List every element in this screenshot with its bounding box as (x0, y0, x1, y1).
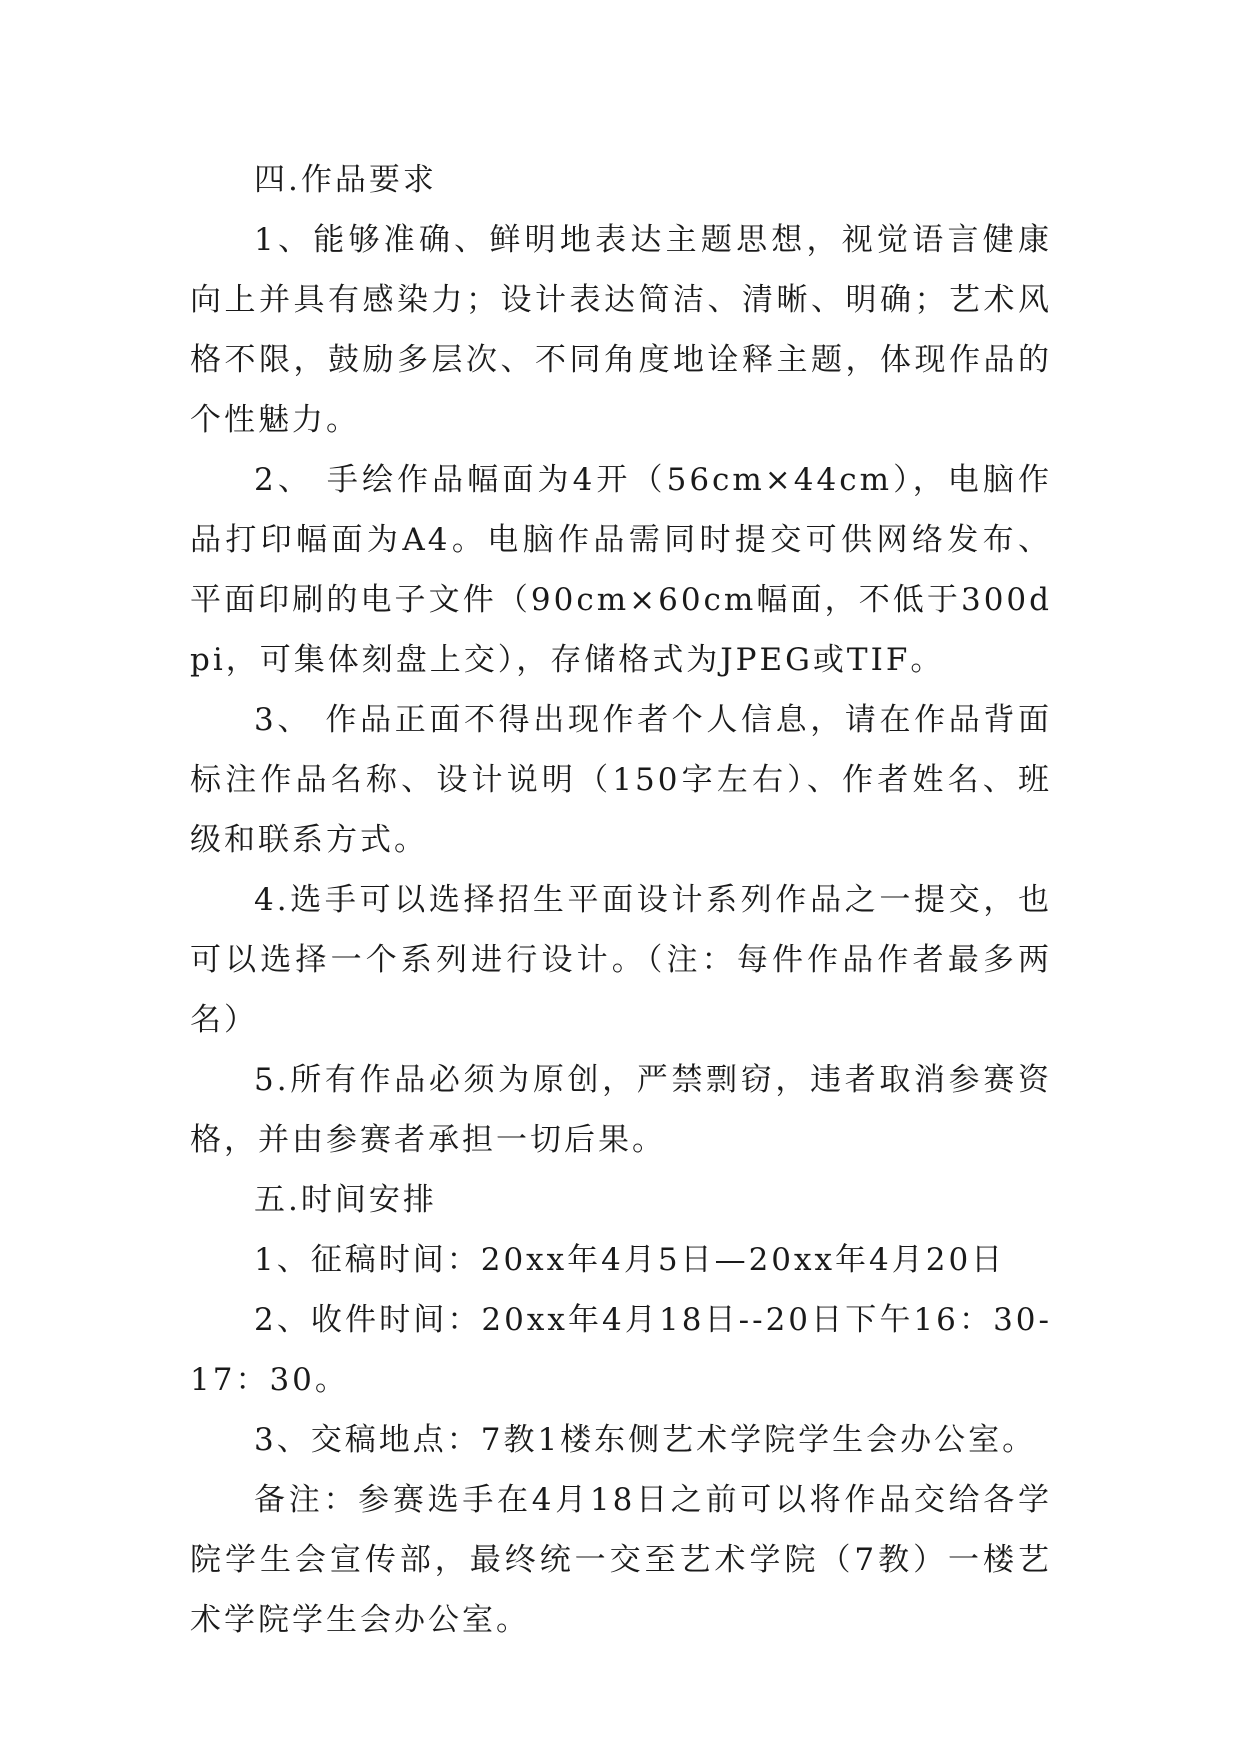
schedule-note: 备注：参赛选手在4月18日之前可以将作品交给各学院学生会宣传部，最终统一交至艺术学院（7教）一楼艺术学院学生会办公室。 (190, 1482, 1052, 1638)
requirement-item-3: 3、 作品正面不得出现作者个人信息，请在作品背面标注作品名称、设计说明（150字左右）、作者姓名、班级和联系方式。 (190, 702, 1052, 858)
document-body (190, 150, 1052, 1650)
schedule-item-2: 2、收件时间：20xx年4月18日--20日下午16：30-17：30。 (190, 1302, 1052, 1398)
requirement-item-1: 1、能够准确、鲜明地表达主题思想，视觉语言健康向上并具有感染力；设计表达简洁、清晰、明确；艺术风格不限，鼓励多层次、不同角度地诠释主题，体现作品的个性魅力。 (190, 222, 1052, 438)
section-heading-schedule: 五.时间安排 (254, 1182, 437, 1218)
section-heading-requirements: 四.作品要求 (254, 162, 437, 198)
schedule-item-3: 3、交稿地点：7教1楼东侧艺术学院学生会办公室。 (254, 1422, 1037, 1458)
requirement-item-5: 5.所有作品必须为原创，严禁剽窃，违者取消参赛资格，并由参赛者承担一切后果。 (190, 1062, 1052, 1158)
requirement-item-2: 2、 手绘作品幅面为4开（56cm×44cm），电脑作品打印幅面为A4。电脑作品需同时提交可供网络发布、平面印刷的电子文件（90cm×60cm幅面，不低于300dpi，可集体刻盘上交），存储格式为JPEG或TIF。 (190, 462, 1052, 678)
requirement-item-4: 4.选手可以选择招生平面设计系列作品之一提交，也可以选择一个系列进行设计。（注：每件作品作者最多两名） (190, 882, 1052, 1038)
schedule-item-1: 1、征稿时间：20xx年4月5日—20xx年4月20日 (254, 1242, 1006, 1278)
